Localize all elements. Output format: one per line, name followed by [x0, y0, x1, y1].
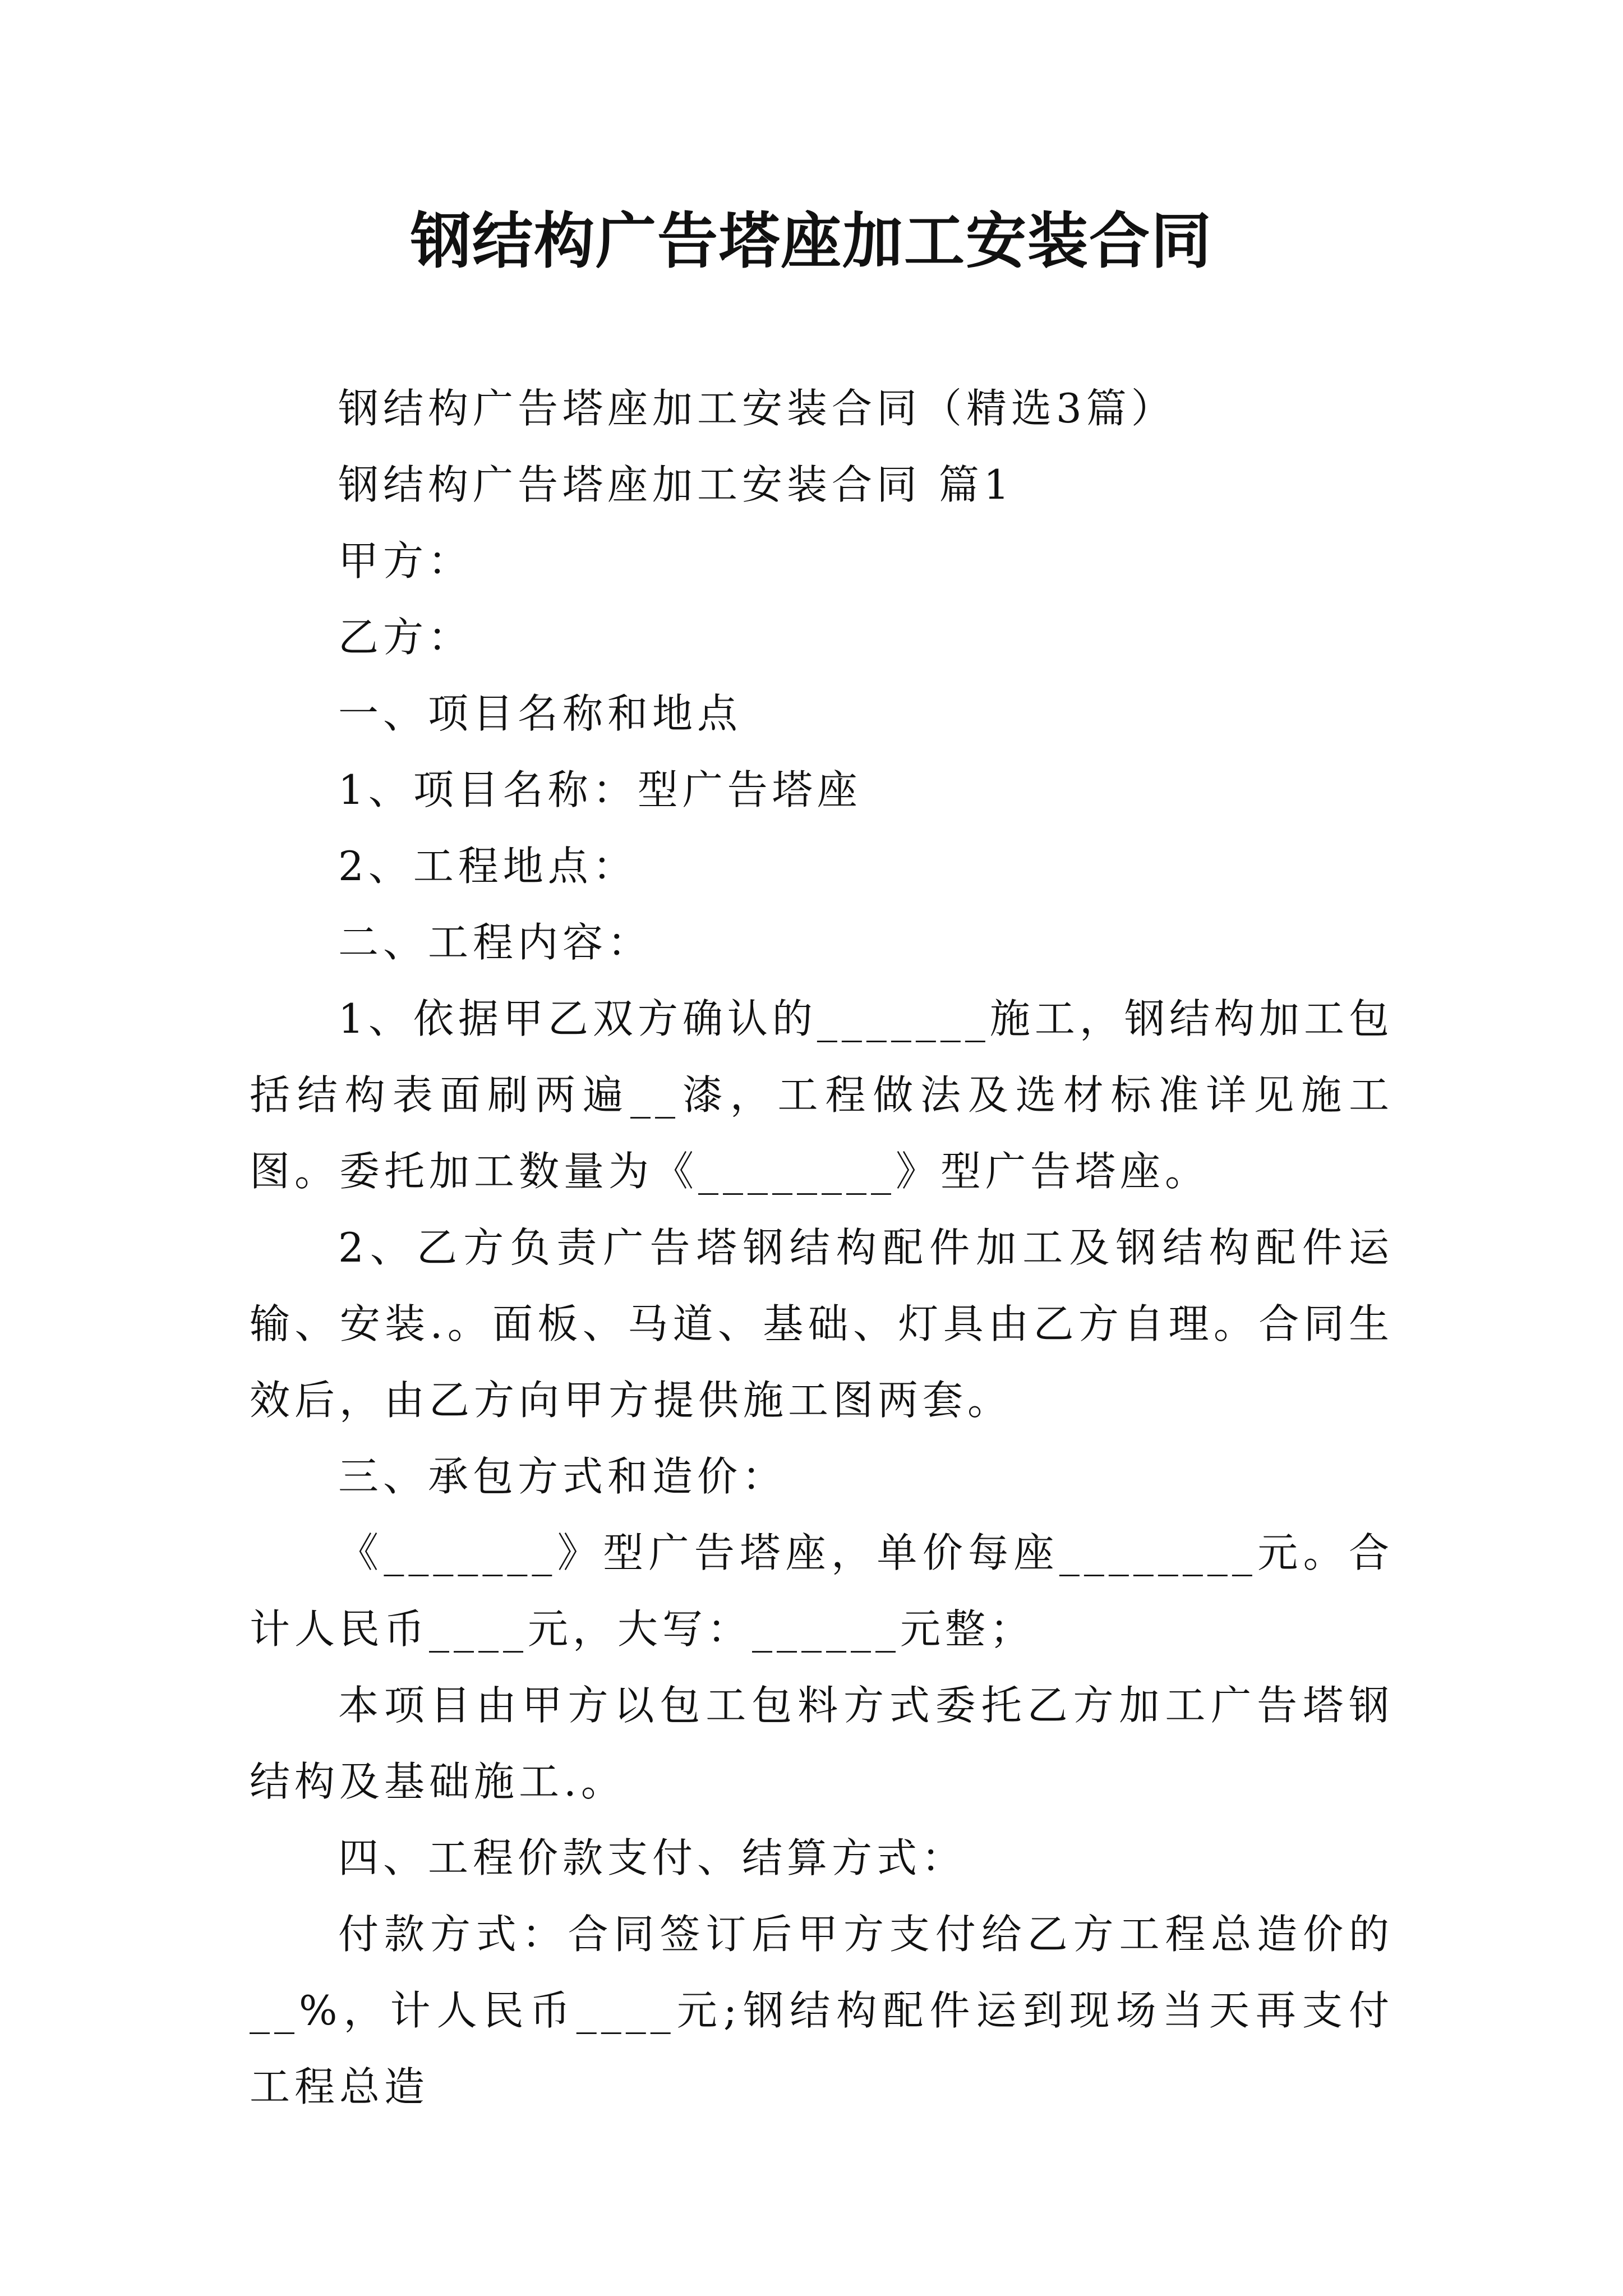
paragraph-project-name: 1、项目名称：型广告塔座	[338, 766, 862, 813]
paragraph-payment-method: 付款方式：合同签订后甲方支付给乙方工程总造价的__%，计人民币____元;钢结构配件运到现场当天再支付工程总造	[250, 1911, 1394, 2110]
paragraph-pricing-detail: 《_______》型广告塔座，单价每座________元。合计人民币____元，大写：______元整；	[250, 1529, 1394, 1653]
document-title: 钢结构广告塔座加工安装合同	[410, 206, 1212, 277]
paragraph-collection-title: 钢结构广告塔座加工安装合同（精选3篇）	[338, 385, 1176, 432]
paragraph-content-1: 1、依据甲乙双方确认的_______施工，钢结构加工包括结构表面刷两遍__漆，工程做法及选材标准详见施工图。委托加工数量为《________》型广告塔座。	[250, 995, 1394, 1195]
paragraph-party-b: 乙方：	[338, 614, 473, 661]
paragraph-section-heading: 钢结构广告塔座加工安装合同 篇1	[338, 461, 1014, 508]
paragraph-heading-pricing: 三、承包方式和造价：	[338, 1453, 787, 1500]
paragraph-content-2: 2、乙方负责广告塔钢结构配件加工及钢结构配件运输、安装.。面板、马道、基础、灯具由乙方自理。合同生效后，由乙方向甲方提供施工图两套。	[250, 1224, 1394, 1424]
paragraph-heading-content: 二、工程内容：	[338, 919, 653, 966]
paragraph-pricing-method: 本项目由甲方以包工包料方式委托乙方加工广告塔钢结构及基础施工.。	[250, 1682, 1394, 1805]
paragraph-heading-payment: 四、工程价款支付、结算方式：	[338, 1834, 967, 1881]
paragraph-party-a: 甲方：	[338, 537, 473, 585]
paragraph-heading-project: 一、项目名称和地点	[338, 690, 743, 737]
document-body	[250, 370, 1394, 2125]
paragraph-project-location: 2、工程地点：	[338, 843, 638, 890]
